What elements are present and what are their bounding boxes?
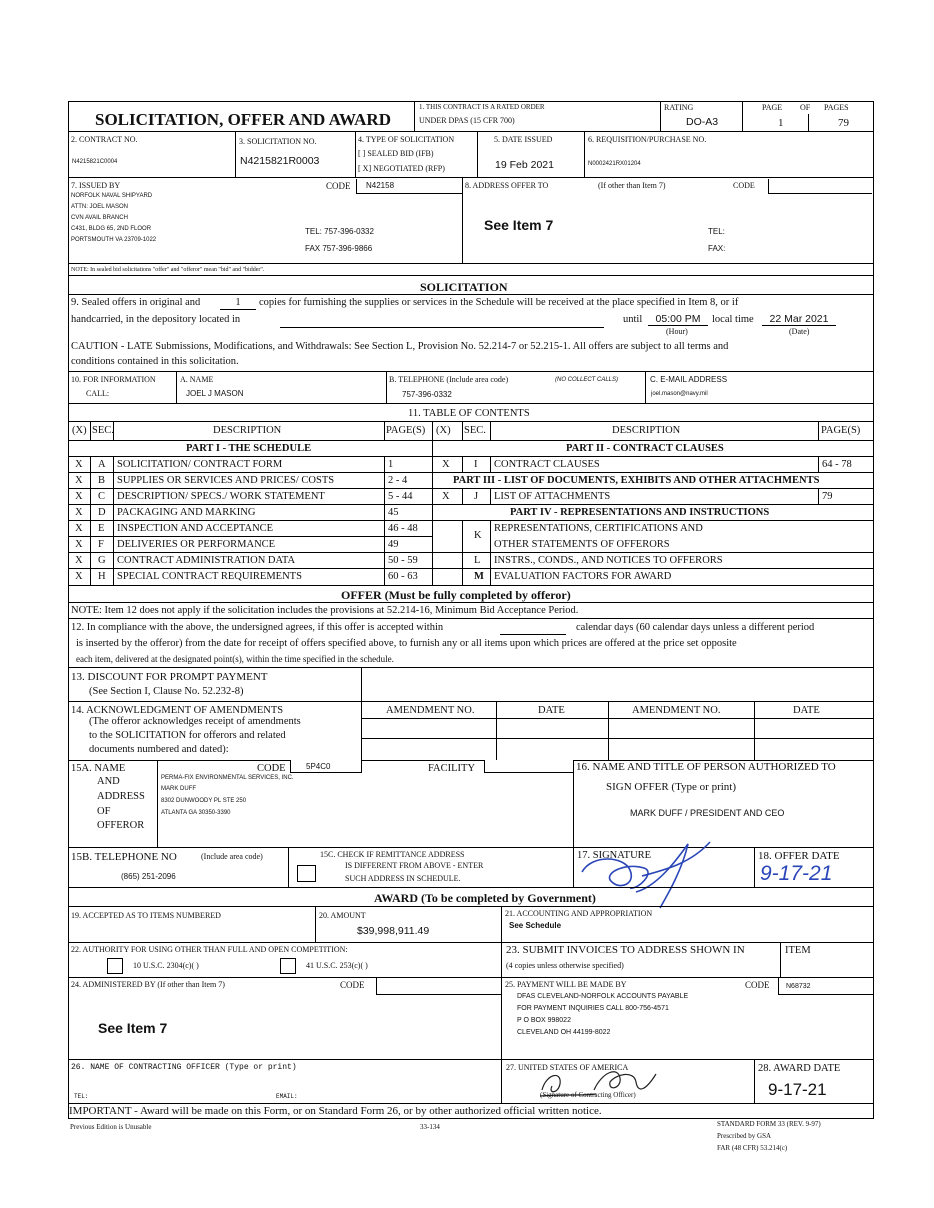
issuer-line-5: PORTSMOUTH VA 23709-1022	[71, 237, 157, 243]
item14-line-1: 14. ACKNOWLEDGMENT OF AMENDMENTS	[71, 705, 284, 716]
toc-row-sec: G	[98, 555, 106, 566]
toc-col-sec-right: SEC.	[464, 425, 486, 436]
solicitation-no-value: N4215821R0003	[240, 155, 320, 167]
issuer-fax: FAX 757-396-9866	[305, 244, 373, 253]
toc-row-pages: 50 - 59	[388, 555, 418, 566]
payment-line-4: CLEVELAND OH 44199-8022	[517, 1029, 611, 1036]
toc-row-desc: SUPPLIES OR SERVICES AND PRICES/ COSTS	[117, 475, 335, 486]
payment-line-1: DFAS CLEVELAND-NORFOLK ACCOUNTS PAYABLE	[517, 993, 689, 1000]
toc-row-divider	[68, 504, 432, 505]
footer-sf-line-2: Prescribed by GSA	[717, 1132, 772, 1140]
pages-label: PAGES	[824, 103, 849, 112]
item10-call: CALL:	[86, 389, 110, 398]
item15a-code-label: CODE	[257, 763, 286, 774]
toc-row-x: X	[75, 459, 83, 470]
toc-row-sec: E	[98, 523, 105, 534]
toc-col-pages-left: PAGE(S)	[386, 425, 426, 436]
item10-phone-value: 757-396-0332	[402, 390, 452, 399]
issued-code-value: N42158	[366, 181, 395, 190]
item9-hour: 05:00 PM	[648, 314, 708, 326]
toc-row-pages: 45	[388, 507, 399, 518]
date-issued-value: 19 Feb 2021	[495, 159, 554, 171]
issuer-line-4: C431, BLDG 65, 2ND FLOOR	[71, 226, 152, 232]
item10-email-label: C. E-MAIL ADDRESS	[650, 375, 728, 384]
toc-right-i-sec: I	[474, 459, 478, 470]
toc-row-divider	[68, 520, 432, 521]
item9-text-b: copies for furnishing the supplies or services in the Schedule will be received at the place specified in Item 8, or if	[259, 297, 739, 308]
item10-name-label: A. NAME	[180, 375, 214, 384]
contract-no-value: N4215821C0004	[72, 159, 118, 165]
page-label: PAGE	[762, 103, 783, 112]
item17-label: 17. SIGNATURE	[577, 850, 652, 861]
solicitation-no-label: 3. SOLICITATION NO.	[239, 137, 317, 146]
important-note: IMPORTANT - Award will be made on this Form, or on Standard Form 26, or by other authorized official written notice.	[69, 1105, 602, 1117]
item10-name-value: JOEL J MASON	[186, 389, 244, 398]
item24-label: 24. ADMINISTERED BY (If other than Item 7)	[71, 980, 225, 989]
item26-email: EMAIL:	[276, 1093, 298, 1100]
item10-label: 10. FOR INFORMATION	[71, 375, 156, 384]
item15b-value: (865) 251-2096	[121, 872, 176, 881]
item14-line-3: to the SOLICITATION for offerors and related	[89, 730, 286, 741]
footer-sf-line-3: FAR (48 CFR) 53.214(c)	[717, 1144, 788, 1152]
toc-row-x: X	[75, 539, 83, 550]
note-offer-bid: NOTE: In sealed bid solicitations "offer" and "offeror" mean "bid" and "bidder".	[71, 267, 265, 273]
toc-row-sec: B	[98, 475, 106, 486]
date-caption: (Date)	[789, 327, 810, 336]
usc-253-checkbox[interactable]	[280, 958, 296, 974]
item23-line-1: 23. SUBMIT INVOICES TO ADDRESS SHOWN IN	[506, 944, 745, 956]
toc-row-divider	[68, 536, 432, 537]
item10-phone-label: B. TELEPHONE (Include area code)	[389, 375, 509, 384]
toc-part1: PART I - THE SCHEDULE	[186, 443, 312, 454]
toc-row-pages: 49	[388, 539, 399, 550]
toc-row-x: X	[75, 507, 83, 518]
toc-part2: PART II - CONTRACT CLAUSES	[566, 443, 724, 454]
toc-row-sec: A	[98, 459, 106, 470]
item9-text-c: handcarried, in the depository located in	[71, 314, 241, 325]
amend-date-label-2: DATE	[793, 705, 820, 716]
toc-row-desc: PACKAGING AND MARKING	[117, 507, 256, 518]
item15a-label-5: OFFEROR	[97, 820, 145, 831]
offeror-line-2: MARK DUFF	[161, 786, 196, 792]
item15a-label-1: 15A. NAME	[71, 763, 126, 774]
toc-right-j-x: X	[442, 491, 450, 502]
toc-right-i-pages: 64 - 78	[822, 459, 852, 470]
toc-row-x: X	[75, 475, 83, 486]
solicitation-heading: SOLICITATION	[420, 280, 508, 294]
item19-label: 19. ACCEPTED AS TO ITEMS NUMBERED	[71, 911, 221, 920]
offer-note: NOTE: Item 12 does not apply if the solicitation includes the provisions at 52.214-16, Minimum Bid Acceptance Period.	[71, 605, 579, 616]
offeror-line-4: ATLANTA GA 30350-3390	[161, 810, 231, 816]
caution-line-1: CAUTION - LATE Submissions, Modifications, and Withdrawals: See Section L, Provision No. 52.214-7 or 52.215-1. All offers are subject to all terms and	[71, 341, 729, 352]
footer-prev-edition: Previous Edition is Unusable	[70, 1123, 152, 1131]
item14-line-4: documents numbered and dated):	[89, 744, 229, 755]
usc-2304: 10 U.S.C. 2304(c)( )	[133, 961, 199, 970]
toc-right-k-desc1: REPRESENTATIONS, CERTIFICATIONS AND	[494, 523, 703, 534]
toc-row-sec: C	[98, 491, 106, 502]
toc-right-k-desc2: OTHER STATEMENTS OF OFFERORS	[494, 539, 670, 550]
item21-label: 21. ACCOUNTING AND APPROPRIATION	[505, 909, 653, 918]
item23-item-label: ITEM	[785, 945, 811, 956]
toc-row-desc: SPECIAL CONTRACT REQUIREMENTS	[117, 571, 302, 582]
toc-row-desc: DESCRIPTION/ SPECS./ WORK STATEMENT	[117, 491, 325, 502]
sealed-bid-option: [ ] SEALED BID (IFB)	[358, 149, 434, 158]
footer-sf-line-1: STANDARD FORM 33 (REV. 9-97)	[717, 1120, 821, 1128]
item12-line-2: is inserted by the offeror) from the date for receipt of offers specified above, to furnish any or all items upon which prices are offered at the price set opposite	[76, 638, 737, 649]
toc-part3: PART III - LIST OF DOCUMENTS, EXHIBITS AND OTHER ATTACHMENTS	[453, 475, 820, 486]
rating-value: DO-A3	[686, 116, 719, 128]
toc-right-l-desc: INSTRS., CONDS., AND NOTICES TO OFFERORS	[494, 555, 723, 566]
address-code-label: CODE	[733, 181, 755, 190]
form-title: SOLICITATION, OFFER AND AWARD	[95, 110, 391, 129]
toc-right-i-x: X	[442, 459, 450, 470]
item26-tel: TEL:	[74, 1093, 89, 1100]
toc-right-m-desc: EVALUATION FACTORS FOR AWARD	[494, 571, 672, 582]
award-date-value: 9-17-21	[768, 1080, 827, 1099]
toc-row-pages: 1	[388, 459, 394, 470]
item15a-label-3: ADDRESS	[97, 791, 145, 802]
toc-row-divider	[68, 488, 432, 489]
requisition-label: 6. REQUISITION/PURCHASE NO.	[588, 135, 707, 144]
item9-local-time: local time	[712, 314, 754, 325]
hour-caption: (Hour)	[666, 327, 688, 336]
item12-line-1: 12. In compliance with the above, the undersigned agrees, if this offer is accepted within	[71, 622, 444, 633]
award-amount: $39,998,911.49	[357, 925, 430, 937]
address-offer-other: (If other than Item 7)	[598, 181, 666, 190]
offeror-line-1: PERMA-FIX ENVIRONMENTAL SERVICES, INC.	[161, 775, 294, 781]
toc-row-x: X	[75, 491, 83, 502]
payment-line-2: FOR PAYMENT INQUIRIES CALL 800-756-4571	[517, 1005, 669, 1012]
toc-row-desc: DELIVERIES OR PERFORMANCE	[117, 539, 276, 550]
item16-line-2: SIGN OFFER (Type or print)	[606, 781, 737, 793]
toc-col-pages-right: PAGE(S)	[821, 425, 861, 436]
item28-label: 28. AWARD DATE	[758, 1063, 841, 1074]
item15c-line-1: 15C. CHECK IF REMITTANCE ADDRESS	[320, 850, 465, 859]
item15a-label-2: AND	[97, 776, 120, 787]
toc-row-divider	[68, 552, 432, 553]
caution-line-2: conditions contained in this solicitation.	[71, 356, 239, 367]
toc-row-sec: D	[98, 507, 106, 518]
toc-row-x: X	[75, 571, 83, 582]
of-label: OF	[800, 103, 811, 112]
toc-row-sec: H	[98, 571, 106, 582]
toc-right-k-sec: K	[474, 530, 482, 541]
toc-row-pages: 5 - 44	[388, 491, 413, 502]
item15a-facility-label: FACILITY	[428, 763, 476, 774]
offer-heading: OFFER (Must be fully completed by offeror)	[341, 588, 571, 602]
solicitation-type-label: 4. TYPE OF SOLICITATION	[358, 135, 455, 144]
item13-line-2: (See Section I, Clause No. 52.232-8)	[89, 686, 244, 697]
item14-line-2: (The offeror acknowledges receipt of amendments	[89, 716, 301, 727]
issuer-tel: TEL: 757-396-0332	[305, 227, 374, 236]
amend-no-label-2: AMENDMENT NO.	[632, 705, 721, 716]
toc-col-x-right: (X)	[436, 425, 451, 436]
amend-no-label-1: AMENDMENT NO.	[386, 705, 475, 716]
issued-by-label: 7. ISSUED BY	[71, 181, 121, 190]
address-fax-label: FAX:	[708, 244, 726, 253]
item27-sig-caption: (Signature of Contracting Officer)	[540, 1091, 636, 1099]
offer-date-value: 9-17-21	[760, 862, 833, 885]
see-schedule: See Schedule	[509, 921, 562, 930]
toc-row-pages: 46 - 48	[388, 523, 418, 534]
toc-row-divider	[68, 568, 432, 569]
pages-total: 79	[838, 117, 849, 129]
item9-until: until	[623, 314, 643, 325]
footer-form-code: 33-134	[420, 1123, 440, 1131]
item16-value: MARK DUFF / PRESIDENT AND CEO	[630, 808, 785, 818]
remittance-checkbox[interactable]	[297, 865, 316, 882]
item22-label: 22. AUTHORITY FOR USING OTHER THAN FULL AND OPEN COMPETITION:	[71, 945, 348, 954]
item27-label: 27. UNITED STATES OF AMERICA	[506, 1063, 629, 1072]
rating-label: RATING	[664, 103, 694, 112]
toc-right-m-sec: M	[474, 571, 484, 582]
issuer-line-2: ATTN: JOEL MASON	[71, 204, 129, 210]
item23-line-2: (4 copies unless otherwise specified)	[506, 961, 624, 970]
usc-253: 41 U.S.C. 253(c)( )	[306, 961, 368, 970]
toc-part4: PART IV - REPRESENTATIONS AND INSTRUCTIONS	[510, 507, 770, 518]
toc-col-desc-left: DESCRIPTION	[213, 425, 282, 436]
item12-line-3: each item, delivered at the designated point(s), within the time specified in the schedule.	[76, 654, 394, 664]
toc-row-divider	[68, 472, 432, 473]
page-number: 1	[778, 117, 784, 129]
toc-right-i-desc: CONTRACT CLAUSES	[494, 459, 600, 470]
item10-no-collect: (NO COLLECT CALLS)	[555, 377, 619, 383]
date-issued-label: 5. DATE ISSUED	[494, 135, 553, 144]
item9-text-a: 9. Sealed offers in original and	[71, 297, 201, 308]
item16-line-1: 16. NAME AND TITLE OF PERSON AUTHORIZED TO	[576, 761, 836, 773]
item9-date: 22 Mar 2021	[762, 314, 836, 326]
toc-row-pages: 2 - 4	[388, 475, 408, 486]
toc-col-sec-left: SEC.	[92, 425, 114, 436]
address-offer-label: 8. ADDRESS OFFER TO	[465, 181, 549, 190]
item26-label: 26. NAME OF CONTRACTING OFFICER (Type or print)	[71, 1063, 297, 1072]
item10-email-value: joel.mason@navy.mil	[651, 391, 708, 397]
item25-code-value: N68732	[786, 983, 811, 990]
toc-col-desc-right: DESCRIPTION	[612, 425, 681, 436]
item9-copies: 1	[220, 298, 256, 310]
offeror-line-3: 8302 DUNWOODY PL STE 250	[161, 798, 247, 804]
payment-line-3: P O BOX 998022	[517, 1017, 571, 1024]
toc-row-desc: CONTRACT ADMINISTRATION DATA	[117, 555, 296, 566]
item15b-sub: (Include area code)	[201, 852, 263, 861]
issuer-line-3: CVN AVAIL BRANCH	[71, 215, 128, 221]
item18-label: 18. OFFER DATE	[758, 850, 840, 862]
contract-no-label: 2. CONTRACT NO.	[71, 135, 138, 144]
issuer-line-1: NORFOLK NAVAL SHIPYARD	[71, 193, 153, 199]
rated-order-label: 1. THIS CONTRACT IS A RATED ORDER	[419, 103, 545, 111]
toc-right-j-sec: J	[474, 491, 479, 502]
rated-order-sub: UNDER DPAS (15 CFR 700)	[419, 116, 515, 125]
toc-row-x: X	[75, 555, 83, 566]
award-heading: AWARD (To be completed by Government)	[374, 891, 596, 905]
item12-line-1b: calendar days (60 calendar days unless a different period	[576, 622, 815, 633]
item15c-line-3: SUCH ADDRESS IN SCHEDULE.	[345, 874, 461, 883]
see-item-7: See Item 7	[484, 217, 554, 233]
item25-label: 25. PAYMENT WILL BE MADE BY	[505, 980, 627, 989]
toc-right-l-sec: L	[474, 555, 481, 566]
address-tel-label: TEL:	[708, 227, 725, 236]
toc-row-desc: INSPECTION AND ACCEPTANCE	[117, 523, 274, 534]
toc-heading: 11. TABLE OF CONTENTS	[408, 408, 530, 419]
toc-right-j-desc: LIST OF ATTACHMENTS	[494, 491, 611, 502]
item15a-label-4: OF	[97, 806, 111, 817]
toc-row-desc: SOLICITATION/ CONTRACT FORM	[117, 459, 283, 470]
usc-2304-checkbox[interactable]	[107, 958, 123, 974]
item25-code-label: CODE	[745, 980, 770, 990]
toc-col-x-left: (X)	[72, 425, 87, 436]
negotiated-option: [ X] NEGOTIATED (RFP)	[358, 164, 445, 173]
item13-line-1: 13. DISCOUNT FOR PROMPT PAYMENT	[71, 671, 268, 683]
toc-row-sec: F	[98, 539, 104, 550]
toc-right-j-pages: 79	[822, 491, 833, 502]
item24-see-item-7: See Item 7	[98, 1020, 168, 1036]
amend-date-label-1: DATE	[538, 705, 565, 716]
item15a-code-value: 5P4C0	[306, 762, 331, 771]
item15b-label: 15B. TELEPHONE NO	[71, 851, 177, 863]
issued-code-label: CODE	[326, 181, 351, 191]
item20-label: 20. AMOUNT	[319, 911, 366, 920]
toc-row-x: X	[75, 523, 83, 534]
item15c-line-2: IS DIFFERENT FROM ABOVE - ENTER	[345, 861, 484, 870]
requisition-value: N0002421RX01204	[588, 161, 641, 167]
item24-code-label: CODE	[340, 980, 365, 990]
toc-row-pages: 60 - 63	[388, 571, 418, 582]
